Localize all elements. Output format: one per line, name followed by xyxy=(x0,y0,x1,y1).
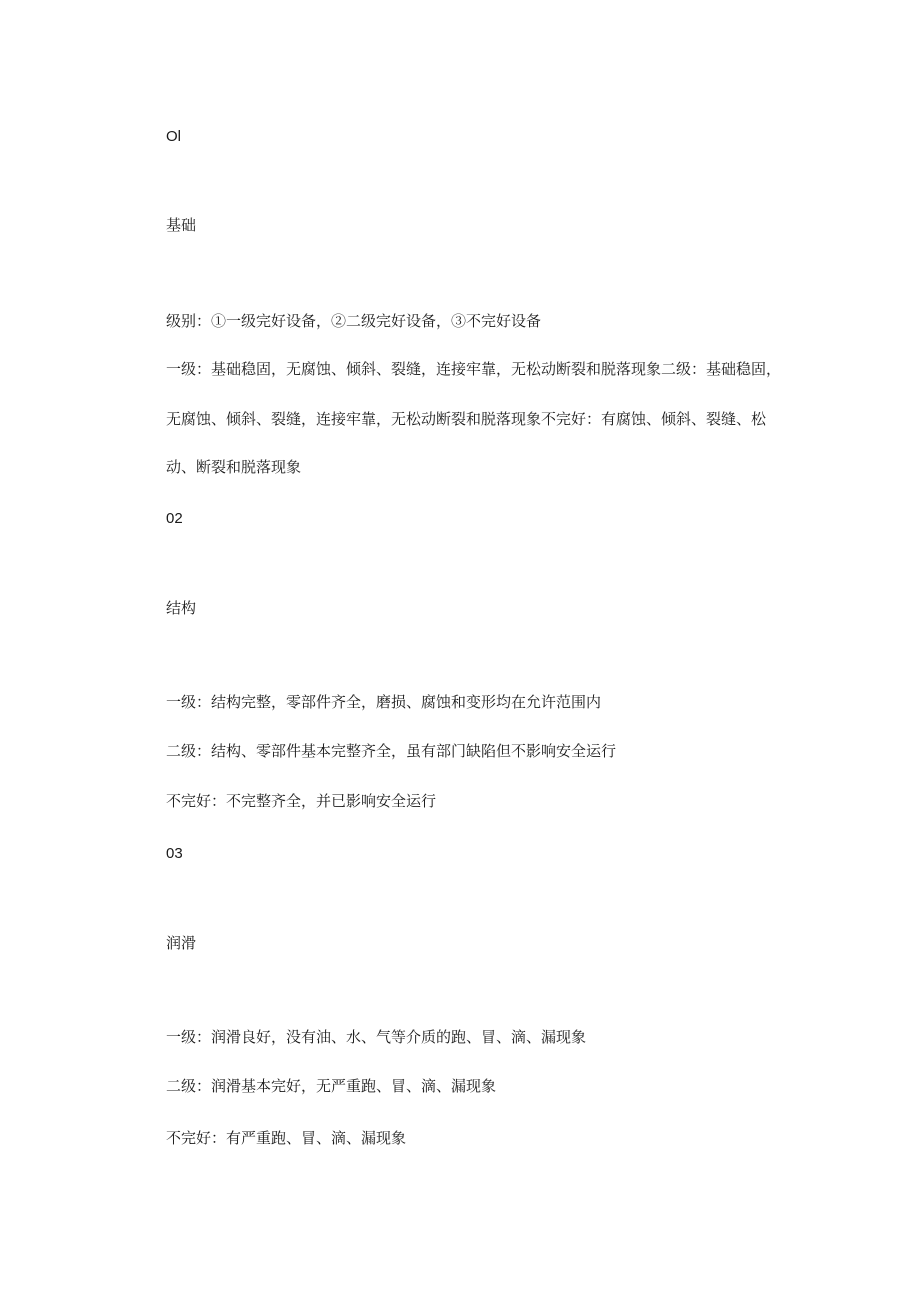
section-number: 03 xyxy=(166,845,183,862)
section-title: 结构 xyxy=(166,599,197,617)
paragraph-line: 级别：①一级完好设备，②二级完好设备，③不完好设备 xyxy=(166,312,542,330)
paragraph-line: 二级：润滑基本完好，无严重跑、冒、滴、漏现象 xyxy=(166,1077,497,1095)
section-number: Ol xyxy=(166,128,181,145)
section-title: 基础 xyxy=(166,216,197,234)
paragraph-line: 不完好：有严重跑、冒、滴、漏现象 xyxy=(166,1129,407,1147)
paragraph-line: 一级：基础稳固，无腐蚀、倾斜、裂缝，连接牢靠，无松动断裂和脱落现象二级：基础稳固， xyxy=(166,360,782,378)
section-number: 02 xyxy=(166,510,183,527)
section-title: 润滑 xyxy=(166,934,197,952)
paragraph-line: 不完好：不完整齐全，并已影响安全运行 xyxy=(166,792,437,810)
paragraph-line: 二级：结构、零部件基本完整齐全，虽有部门缺陷但不影响安全运行 xyxy=(166,742,617,760)
paragraph-line: 无腐蚀、倾斜、裂缝，连接牢靠，无松动断裂和脱落现象不完好：有腐蚀、倾斜、裂缝、松 xyxy=(166,410,767,428)
paragraph-line: 一级：结构完整，零部件齐全，磨损、腐蚀和变形均在允许范围内 xyxy=(166,693,602,711)
paragraph-line: 一级：润滑良好，没有油、水、气等介质的跑、冒、滴、漏现象 xyxy=(166,1028,587,1046)
paragraph-line: 动、断裂和脱落现象 xyxy=(166,458,302,476)
